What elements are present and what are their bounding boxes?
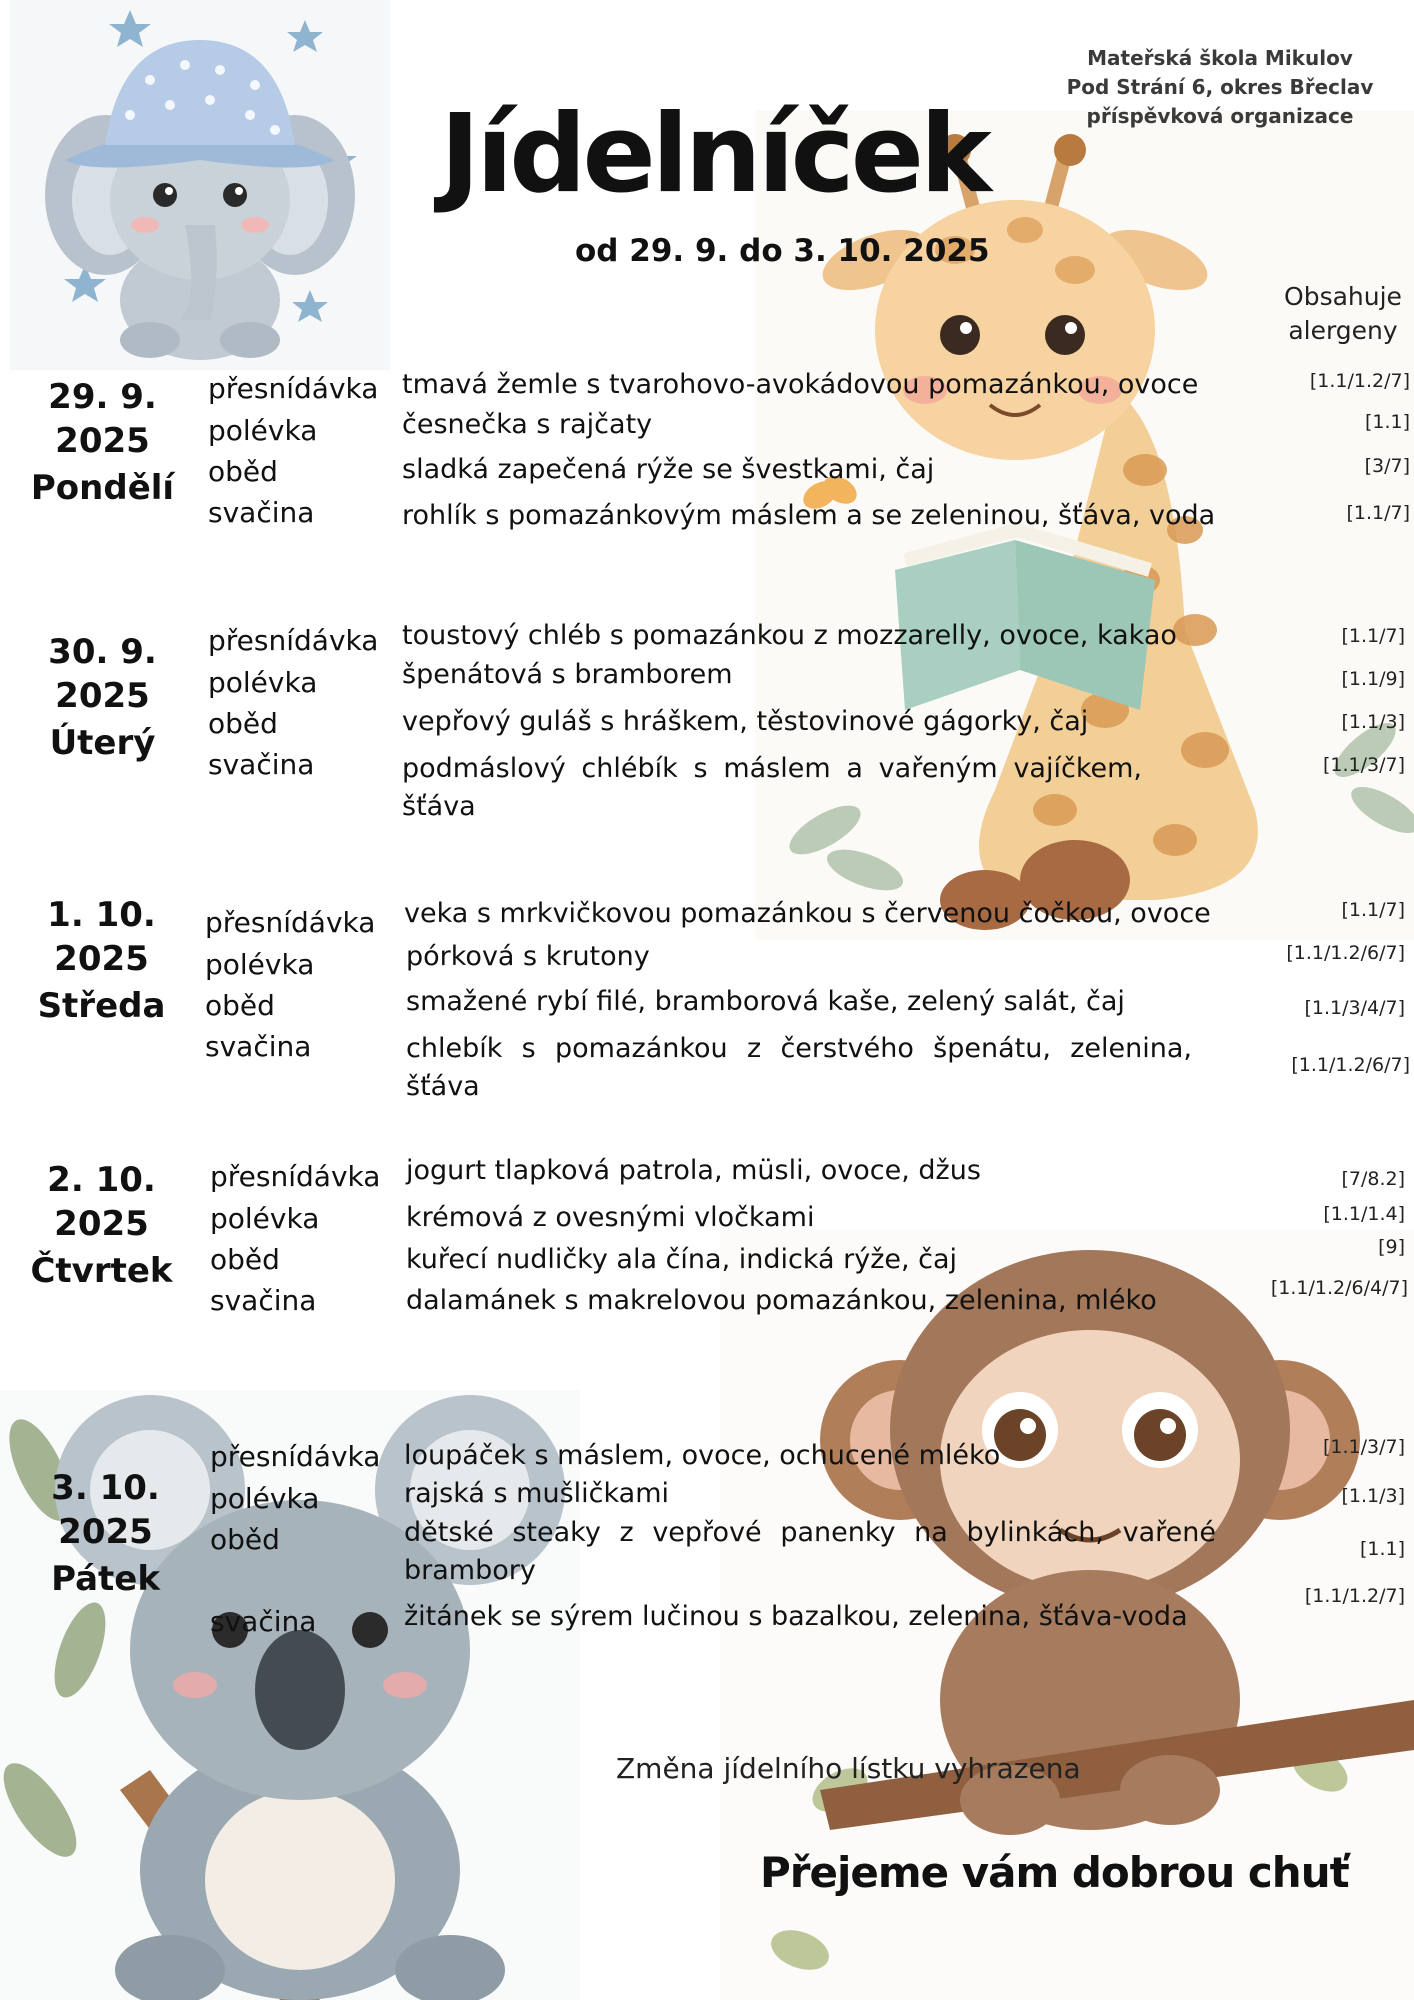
day-date: 1. 10. 2025: [47, 895, 156, 979]
allergen-codes: [3/7]: [1364, 455, 1410, 477]
meal-type: svačina: [210, 1284, 317, 1317]
day-date: 29. 9. 2025: [48, 377, 157, 461]
allergen-heading: [1278, 280, 1408, 348]
allergen-codes: [1.1/7]: [1346, 502, 1410, 524]
day-name: Pondělí: [30, 468, 175, 508]
elephant-illustration: [10, 0, 390, 370]
meal-type: přesnídávka: [205, 906, 376, 939]
meal-type: polévka: [210, 1482, 320, 1515]
closing-wish: Přejeme vám dobrou chuť: [760, 1848, 1349, 1897]
day-label: [4, 893, 199, 1031]
meal-food: rajská s mušličkami: [404, 1478, 669, 1509]
allergen-codes: [1.1/3/7]: [1322, 754, 1405, 776]
date-range: od 29. 9. do 3. 10. 2025: [575, 233, 990, 269]
day-name: Úterý: [49, 723, 156, 763]
allergen-codes: [1.1/1.2/7]: [1304, 1585, 1405, 1607]
meal-type: přesnídávka: [210, 1440, 381, 1473]
day-label: [8, 1466, 203, 1604]
meal-food: česnečka s rajčaty: [402, 409, 653, 440]
school-name: Mateřská škola Mikulov: [1087, 46, 1353, 70]
meal-food: kuřecí nudličky ala čína, indická rýže, čaj: [406, 1244, 958, 1275]
meal-food: dalamánek s makrelovou pomazánkou, zelenina, mléko: [406, 1285, 1157, 1316]
meal-type: polévka: [210, 1202, 320, 1235]
meal-food: špenátová s bramborem: [402, 659, 733, 690]
meal-type: polévka: [205, 948, 315, 981]
day-date: 30. 9. 2025: [48, 632, 157, 716]
day-label: [4, 1158, 199, 1296]
page-title: Jídelníček: [440, 92, 988, 217]
allergen-heading-line2: alergeny: [1288, 316, 1398, 345]
day-label: [10, 630, 195, 768]
meal-food: žitánek se sýrem lučinou s bazalkou, zelenina, šťáva-voda: [404, 1601, 1188, 1632]
day-name: Čtvrtek: [30, 1251, 173, 1291]
meal-food: chlebík s pomazánkou z čerstvého špenátu, zelenina, šťáva: [406, 1033, 1192, 1102]
allergen-codes: [1.1/3]: [1341, 1485, 1405, 1507]
allergen-codes: [1.1/3/4/7]: [1304, 997, 1405, 1019]
meal-type: svačina: [208, 748, 315, 781]
allergen-heading-line1: Obsahuje: [1284, 282, 1402, 311]
meal-food: toustový chléb s pomazánkou z mozzarelly, ovoce, kakao: [402, 620, 1177, 651]
meal-food: dětské steaky z vepřové panenky na bylinkách, vařené brambory: [404, 1517, 1216, 1586]
meal-type: přesnídávka: [208, 624, 379, 657]
meal-food: smažené rybí filé, bramborová kaše, zelený salát, čaj: [406, 986, 1125, 1017]
allergen-codes: [1.1/7]: [1341, 625, 1405, 647]
day-name: Středa: [37, 986, 166, 1026]
meal-food: vepřový guláš s hráškem, těstovinové gágorky, čaj: [402, 706, 1089, 737]
allergen-codes: [1.1/1.2/6/7]: [1291, 1054, 1410, 1076]
allergen-codes: [1.1/1.2/7]: [1309, 370, 1410, 392]
allergen-codes: [1.1/3]: [1341, 711, 1405, 733]
day-name: Pátek: [51, 1559, 160, 1599]
meal-food: sladká zapečená rýže se švestkami, čaj: [402, 454, 935, 485]
meal-type: oběd: [208, 707, 278, 740]
meal-type: oběd: [210, 1523, 280, 1556]
meal-type: svačina: [210, 1605, 317, 1638]
school-address: Pod Strání 6, okres Břeclav: [1066, 75, 1374, 99]
meal-type: svačina: [205, 1030, 312, 1063]
allergen-codes: [9]: [1378, 1236, 1405, 1258]
allergen-codes: [1.1/1.2/6/4/7]: [1270, 1277, 1408, 1299]
meal-type: oběd: [205, 989, 275, 1022]
meal-food: veka s mrkvičkovou pomazánkou s červenou čočkou, ovoce: [404, 898, 1211, 929]
day-label: [10, 375, 195, 513]
day-date: 2. 10. 2025: [47, 1160, 156, 1244]
meal-food: loupáček s máslem, ovoce, ochucené mléko: [404, 1440, 1001, 1471]
meal-food: tmavá žemle s tvarohovo-avokádovou pomazánkou, ovoce: [402, 369, 1199, 400]
allergen-codes: [1.1]: [1359, 1538, 1405, 1560]
meal-food: jogurt tlapková patrola, müsli, ovoce, džus: [406, 1155, 981, 1186]
change-note: Změna jídelního lístku vyhrazena: [616, 1752, 1081, 1785]
allergen-codes: [1.1/9]: [1341, 668, 1405, 690]
meal-food: pórková s krutony: [406, 941, 650, 972]
meal-type: přesnídávka: [208, 372, 379, 405]
meal-type: polévka: [208, 414, 318, 447]
meal-type: oběd: [210, 1243, 280, 1276]
meal-type: oběd: [208, 455, 278, 488]
meal-type: svačina: [208, 496, 315, 529]
meal-type: přesnídávka: [210, 1160, 381, 1193]
allergen-codes: [1.1/7]: [1341, 899, 1405, 921]
allergen-codes: [1.1/1.2/6/7]: [1286, 942, 1405, 964]
meal-food: rohlík s pomazánkovým máslem a se zeleninou, šťáva, voda: [402, 500, 1216, 531]
meal-food: krémová z ovesnými vločkami: [406, 1202, 815, 1233]
day-date: 3. 10. 2025: [51, 1468, 160, 1552]
meal-type: polévka: [208, 666, 318, 699]
allergen-codes: [1.1/1.4]: [1323, 1203, 1405, 1225]
school-type: příspěvková organizace: [1086, 104, 1354, 128]
school-info: [1040, 44, 1400, 131]
allergen-codes: [1.1]: [1364, 411, 1410, 433]
allergen-codes: [1.1/3/7]: [1322, 1436, 1405, 1458]
allergen-codes: [7/8.2]: [1341, 1168, 1405, 1190]
meal-food: podmáslový chlébík s máslem a vařeným vajíčkem, šťáva: [402, 753, 1142, 822]
